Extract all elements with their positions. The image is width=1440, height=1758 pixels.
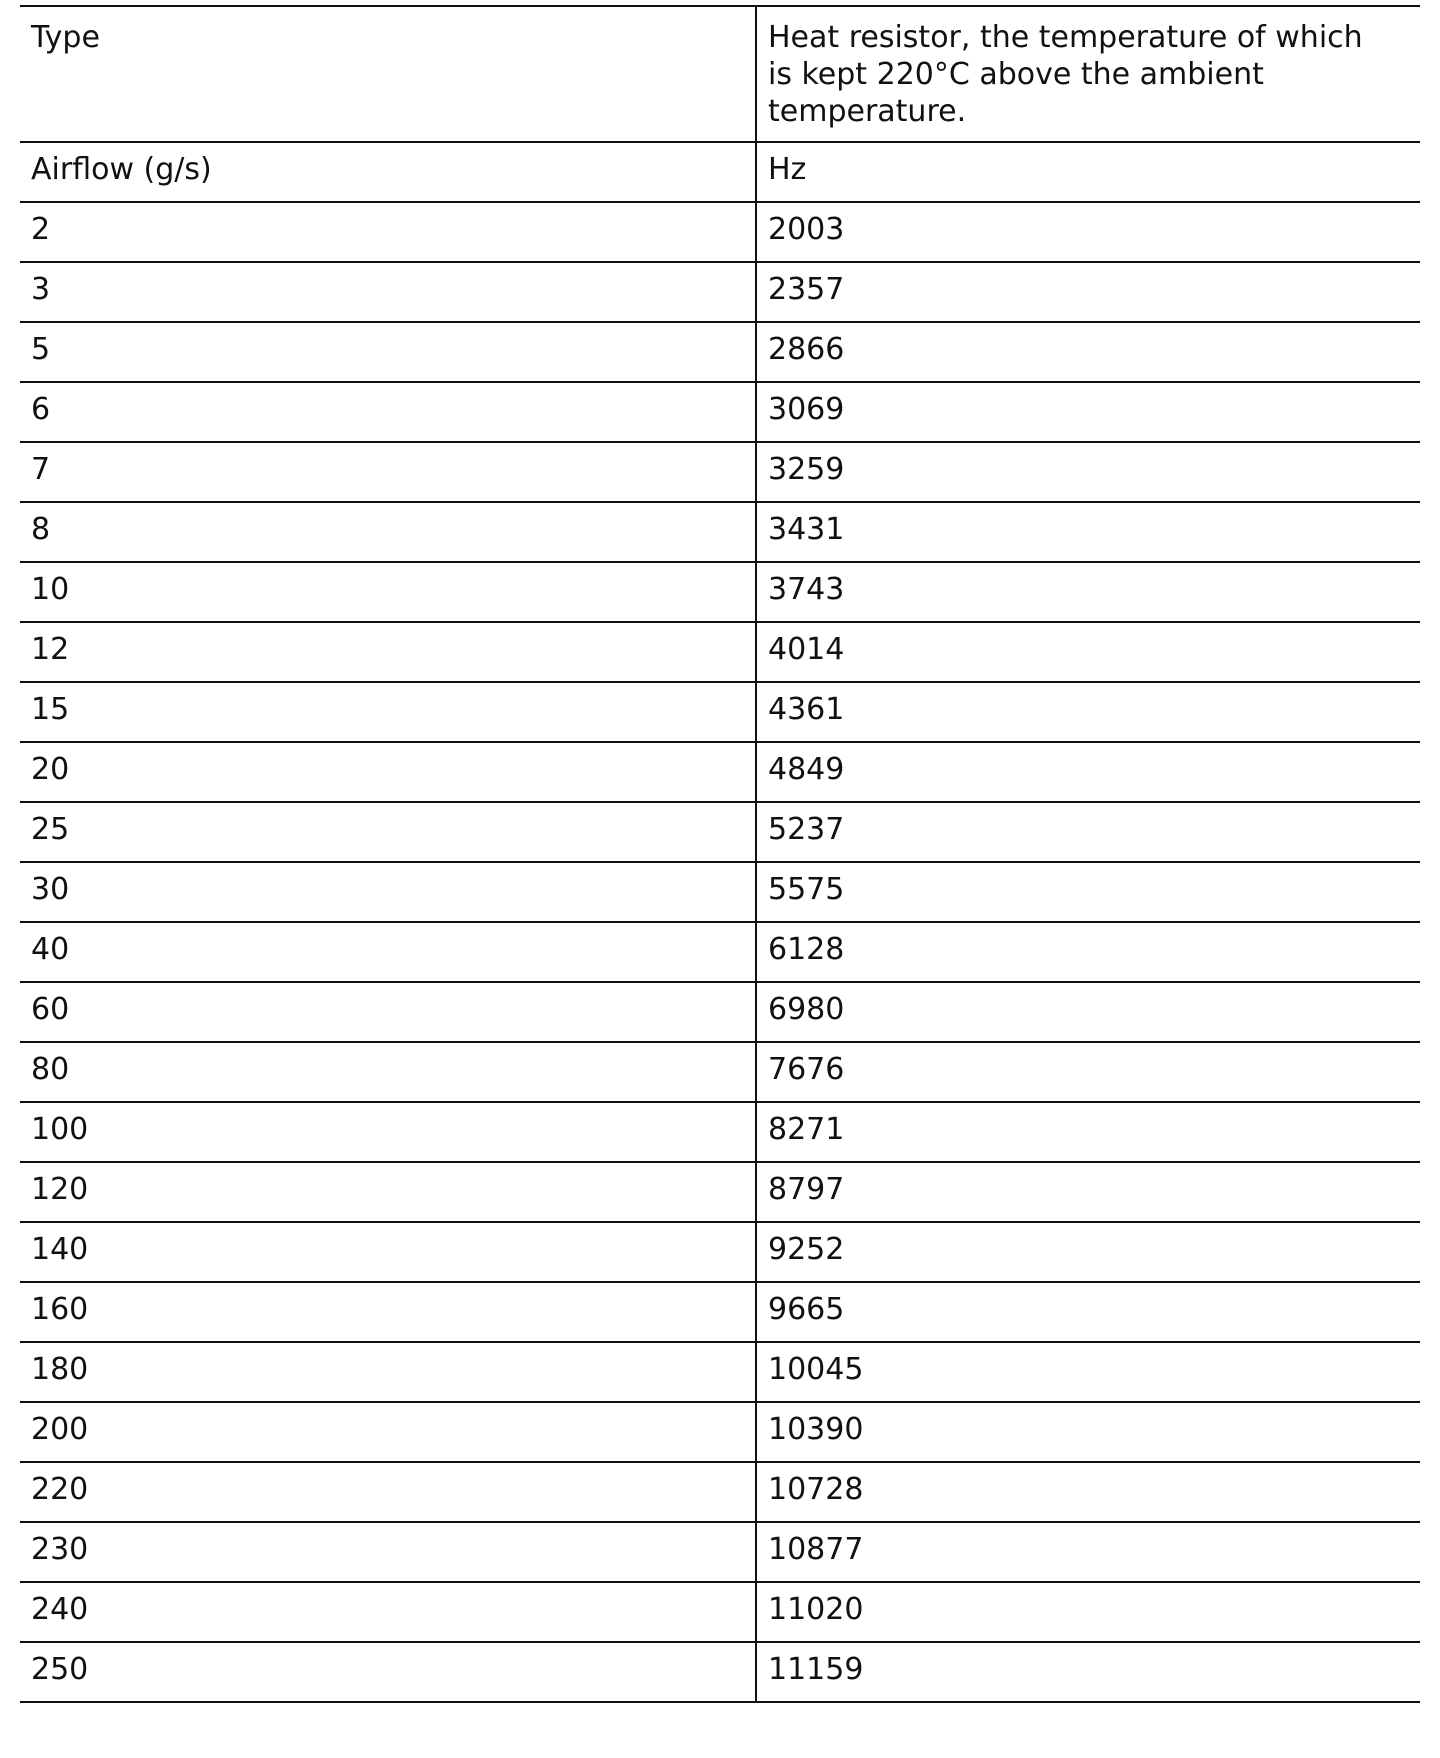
airflow-cell: 15 <box>20 682 756 742</box>
table-row <box>20 1162 1420 1222</box>
frequency-cell: 8797 <box>756 1162 1420 1222</box>
frequency-cell: 5237 <box>756 802 1420 862</box>
frequency-cell: 8271 <box>756 1102 1420 1162</box>
table-body <box>20 6 1420 1702</box>
frequency-cell: 5575 <box>756 862 1420 922</box>
frequency-cell: 4014 <box>756 622 1420 682</box>
table-row <box>20 622 1420 682</box>
airflow-cell: 200 <box>20 1402 756 1462</box>
table-row <box>20 1462 1420 1522</box>
frequency-cell: 2866 <box>756 322 1420 382</box>
frequency-cell: 11159 <box>756 1642 1420 1702</box>
airflow-cell: 10 <box>20 562 756 622</box>
airflow-cell: 160 <box>20 1282 756 1342</box>
airflow-cell: 240 <box>20 1582 756 1642</box>
frequency-cell: 3743 <box>756 562 1420 622</box>
frequency-cell: 10045 <box>756 1342 1420 1402</box>
airflow-cell: 7 <box>20 442 756 502</box>
airflow-cell: 60 <box>20 982 756 1042</box>
unit-row <box>20 142 1420 202</box>
airflow-cell: 20 <box>20 742 756 802</box>
frequency-cell: 3431 <box>756 502 1420 562</box>
table-row <box>20 1582 1420 1642</box>
frequency-cell: 2003 <box>756 202 1420 262</box>
type-value: Heat resistor, the temperature of which is kept 220°C above the ambient temperature. <box>756 6 1420 142</box>
table-row <box>20 862 1420 922</box>
frequency-cell: 10877 <box>756 1522 1420 1582</box>
table-row <box>20 682 1420 742</box>
frequency-cell: 6128 <box>756 922 1420 982</box>
table-row <box>20 1042 1420 1102</box>
table-row <box>20 442 1420 502</box>
table-row <box>20 262 1420 322</box>
airflow-cell: 140 <box>20 1222 756 1282</box>
table-row <box>20 1282 1420 1342</box>
table-row <box>20 322 1420 382</box>
airflow-cell: 30 <box>20 862 756 922</box>
frequency-unit-header: Hz <box>756 142 1420 202</box>
airflow-cell: 220 <box>20 1462 756 1522</box>
frequency-cell: 6980 <box>756 982 1420 1042</box>
airflow-cell: 5 <box>20 322 756 382</box>
frequency-cell: 11020 <box>756 1582 1420 1642</box>
table-row <box>20 502 1420 562</box>
frequency-cell: 9665 <box>756 1282 1420 1342</box>
airflow-frequency-table <box>20 5 1420 1703</box>
frequency-cell: 3069 <box>756 382 1420 442</box>
type-label: Type <box>20 6 756 142</box>
table-row <box>20 202 1420 262</box>
airflow-cell: 2 <box>20 202 756 262</box>
airflow-cell: 8 <box>20 502 756 562</box>
airflow-cell: 180 <box>20 1342 756 1402</box>
airflow-header: Airflow (g/s) <box>20 142 756 202</box>
airflow-cell: 12 <box>20 622 756 682</box>
frequency-cell: 10390 <box>756 1402 1420 1462</box>
airflow-cell: 6 <box>20 382 756 442</box>
table-row <box>20 1342 1420 1402</box>
table-row <box>20 982 1420 1042</box>
airflow-cell: 40 <box>20 922 756 982</box>
frequency-cell: 4361 <box>756 682 1420 742</box>
frequency-cell: 7676 <box>756 1042 1420 1102</box>
frequency-cell: 2357 <box>756 262 1420 322</box>
type-row <box>20 6 1420 142</box>
table-row <box>20 382 1420 442</box>
airflow-cell: 250 <box>20 1642 756 1702</box>
table-row <box>20 922 1420 982</box>
table-row <box>20 1522 1420 1582</box>
airflow-cell: 80 <box>20 1042 756 1102</box>
airflow-cell: 120 <box>20 1162 756 1222</box>
airflow-cell: 100 <box>20 1102 756 1162</box>
table-row <box>20 742 1420 802</box>
table-row <box>20 1102 1420 1162</box>
frequency-cell: 3259 <box>756 442 1420 502</box>
frequency-cell: 9252 <box>756 1222 1420 1282</box>
frequency-cell: 4849 <box>756 742 1420 802</box>
airflow-cell: 3 <box>20 262 756 322</box>
table-row <box>20 1402 1420 1462</box>
airflow-cell: 230 <box>20 1522 756 1582</box>
table-row <box>20 562 1420 622</box>
table-row <box>20 1642 1420 1702</box>
table-row <box>20 802 1420 862</box>
frequency-cell: 10728 <box>756 1462 1420 1522</box>
table-row <box>20 1222 1420 1282</box>
airflow-cell: 25 <box>20 802 756 862</box>
